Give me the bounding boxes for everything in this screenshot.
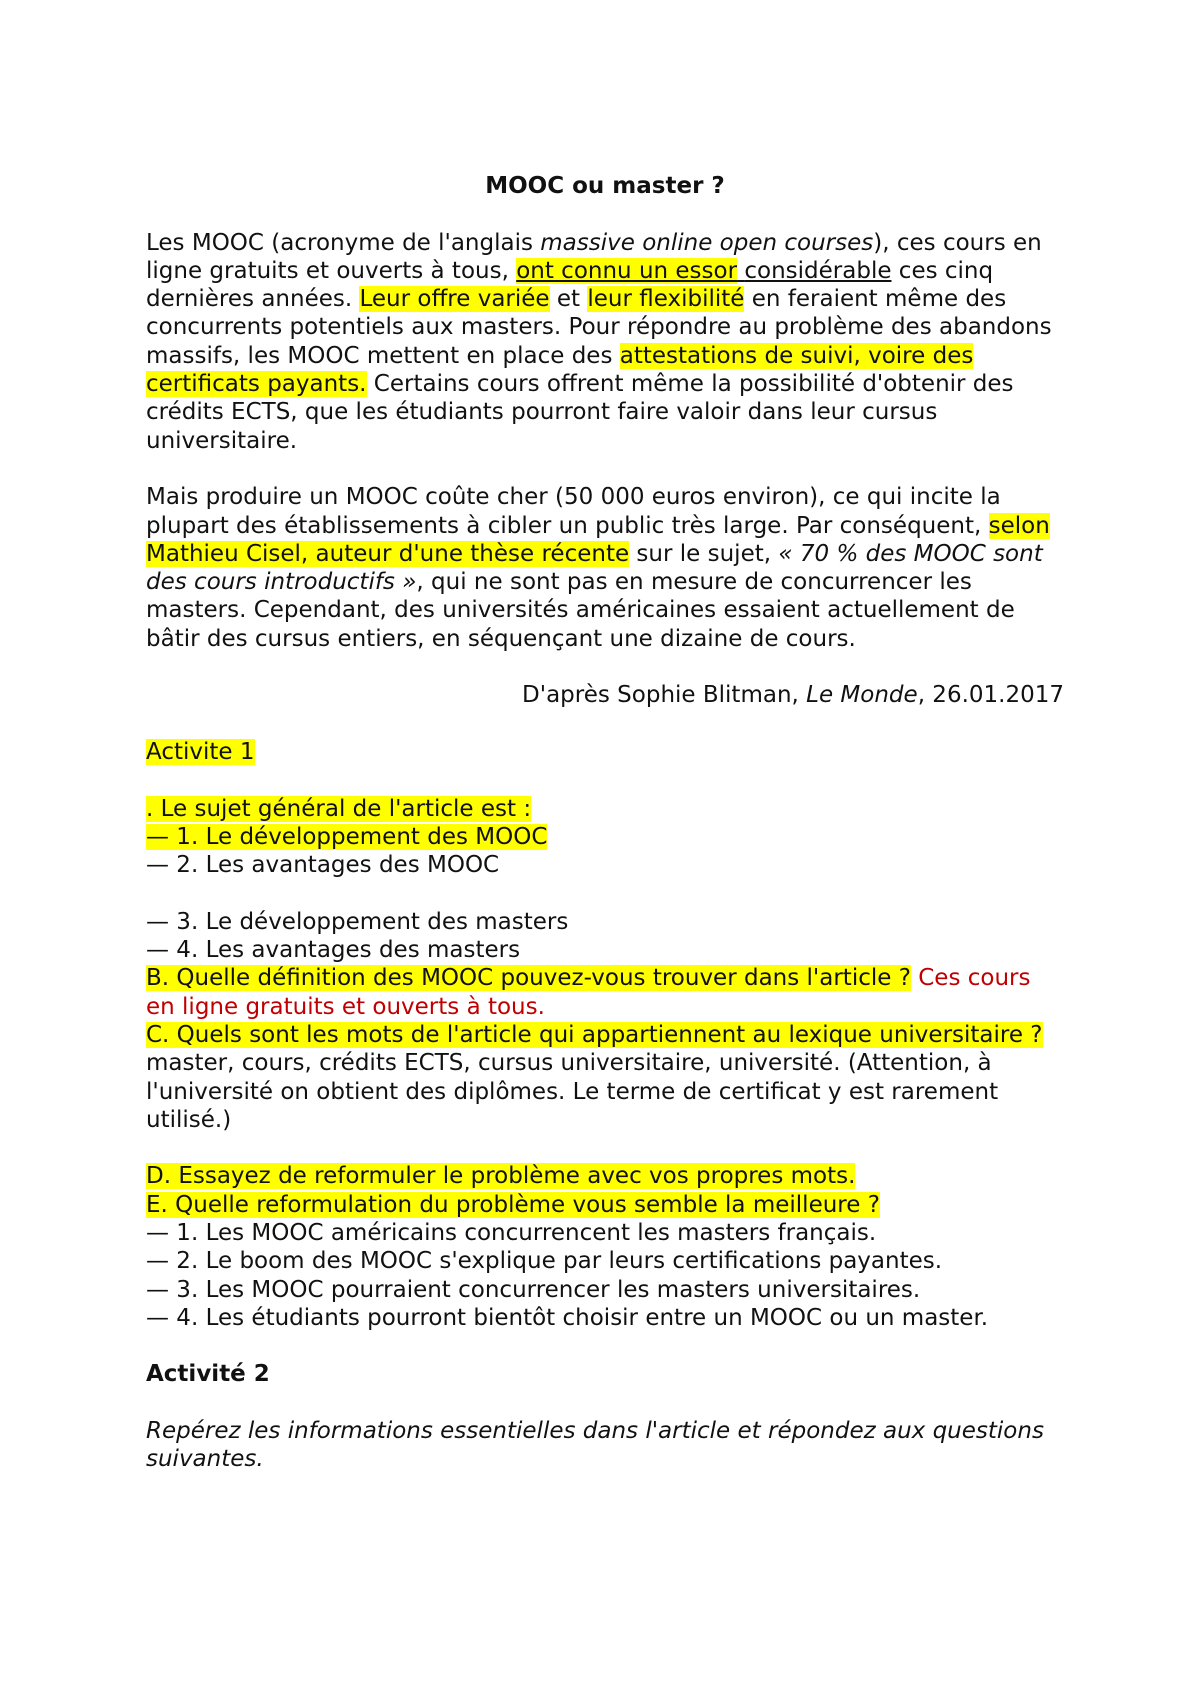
option-a-2: — 2. Les avantages des MOOC	[146, 852, 500, 879]
answer-c: master, cours, crédits ECTS, cursus universitaire, université. (Attention, à l'université on obtient des diplômes. Le terme de certificat y est rarement utilisé.)	[146, 1050, 999, 1133]
p1-text-i: et	[549, 286, 588, 313]
activity2-instruction: Repérez les informations essentielles dans l'article et répondez aux questions suivantes.	[146, 1418, 1044, 1473]
activity1-heading: Activite 1	[146, 738, 255, 765]
highlight-offre-variee: Leur offre variée	[359, 286, 550, 313]
p1-text-m: Certains cours offrent même la possibilité d'obtenir des crédits ECTS, que les étudiants pourront faire valoir dans leur cursus universitaire.	[146, 371, 1014, 454]
p1-text-a: Les MOOC (acronyme de l'anglais	[146, 229, 541, 256]
p2-text-e: , qui ne sont pas en mesure de concurrencer les masters. Cependant, des universités américaines essaient actuellement de bâtir des cursus entiers, en séquençant une dizaine de cours.	[146, 569, 1015, 652]
highlight-essor: ont connu un essor	[516, 257, 738, 284]
highlight-flexibilite: leur flexibilité	[587, 286, 745, 313]
option-a-1: — 1. Le développement des MOOC	[146, 823, 548, 850]
underline-considerable: considérable	[744, 257, 892, 284]
question-c: C. Quels sont les mots de l'article qui appartiennent au lexique universitaire ? master, cours, crédits ECTS, cursus universitaire, université. (Attention, à l'université on obtient des diplômes. Le terme de certificat y est rarement utilisé.)	[146, 1021, 1043, 1133]
option-e-3: — 3. Les MOOC pourraient concurrencer les masters universitaires.	[146, 1276, 921, 1303]
activity2-heading: Activité 2	[146, 1361, 270, 1388]
p2-text-c: sur le sujet,	[629, 540, 779, 567]
question-a: . Le sujet général de l'article est :	[146, 795, 532, 822]
p1-italic-term: massive online open courses	[540, 229, 874, 256]
p1-text-g: ces cinq dernières années.	[146, 257, 994, 313]
source-citation	[146, 681, 1064, 709]
option-e-2: — 2. Le boom des MOOC s'explique par leurs certifications payantes.	[146, 1248, 943, 1275]
source-author: D'après Sophie Blitman,	[522, 682, 807, 709]
p2-quote: « 70 % des MOOC sont des cours introductifs »	[146, 540, 1043, 596]
option-a-4: — 4. Les avantages des masters	[146, 937, 521, 964]
source-date: , 26.01.2017	[917, 682, 1064, 709]
paragraph-intro	[146, 229, 1064, 455]
p1-text-k: en feraient même des concurrents potentiels aux masters. Pour répondre au problème des abandons massifs, les MOOC mettent en place des	[146, 286, 1052, 369]
highlight-cisel: selon Mathieu Cisel, auteur d'une thèse récente	[146, 512, 1050, 567]
p1-text-c: ), ces cours en ligne gratuits et ouverts à tous,	[146, 229, 1042, 284]
source-newspaper: Le Monde	[806, 682, 918, 709]
page-title: MOOC ou master ?	[485, 173, 725, 199]
answer-b: Ces cours en ligne gratuits et ouverts à tous.	[146, 965, 1031, 1020]
document-page	[146, 172, 1064, 1474]
option-a-3: — 3. Le développement des masters	[146, 908, 569, 935]
question-e: E. Quelle reformulation du problème vous semble la meilleure ?	[146, 1191, 880, 1218]
question-b: B. Quelle définition des MOOC pouvez-vous trouver dans l'article ? Ces cours en ligne gratuits et ouverts à tous.	[146, 965, 1031, 1020]
highlight-attestations: attestations de suivi, voire des certificats payants.	[146, 342, 974, 398]
option-e-1: — 1. Les MOOC américains concurrencent les masters français.	[146, 1219, 877, 1246]
p2-text-a: Mais produire un MOOC coûte cher (50 000 euros environ), ce qui incite la plupart des établissements à cibler un public très large. Par conséquent,	[146, 484, 1001, 539]
question-d: D. Essayez de reformuler le problème avec vos propres mots.	[146, 1163, 856, 1190]
option-e-4: — 4. Les étudiants pourront bientôt choisir entre un MOOC ou un master.	[146, 1304, 989, 1331]
paragraph-cost	[146, 483, 1064, 653]
